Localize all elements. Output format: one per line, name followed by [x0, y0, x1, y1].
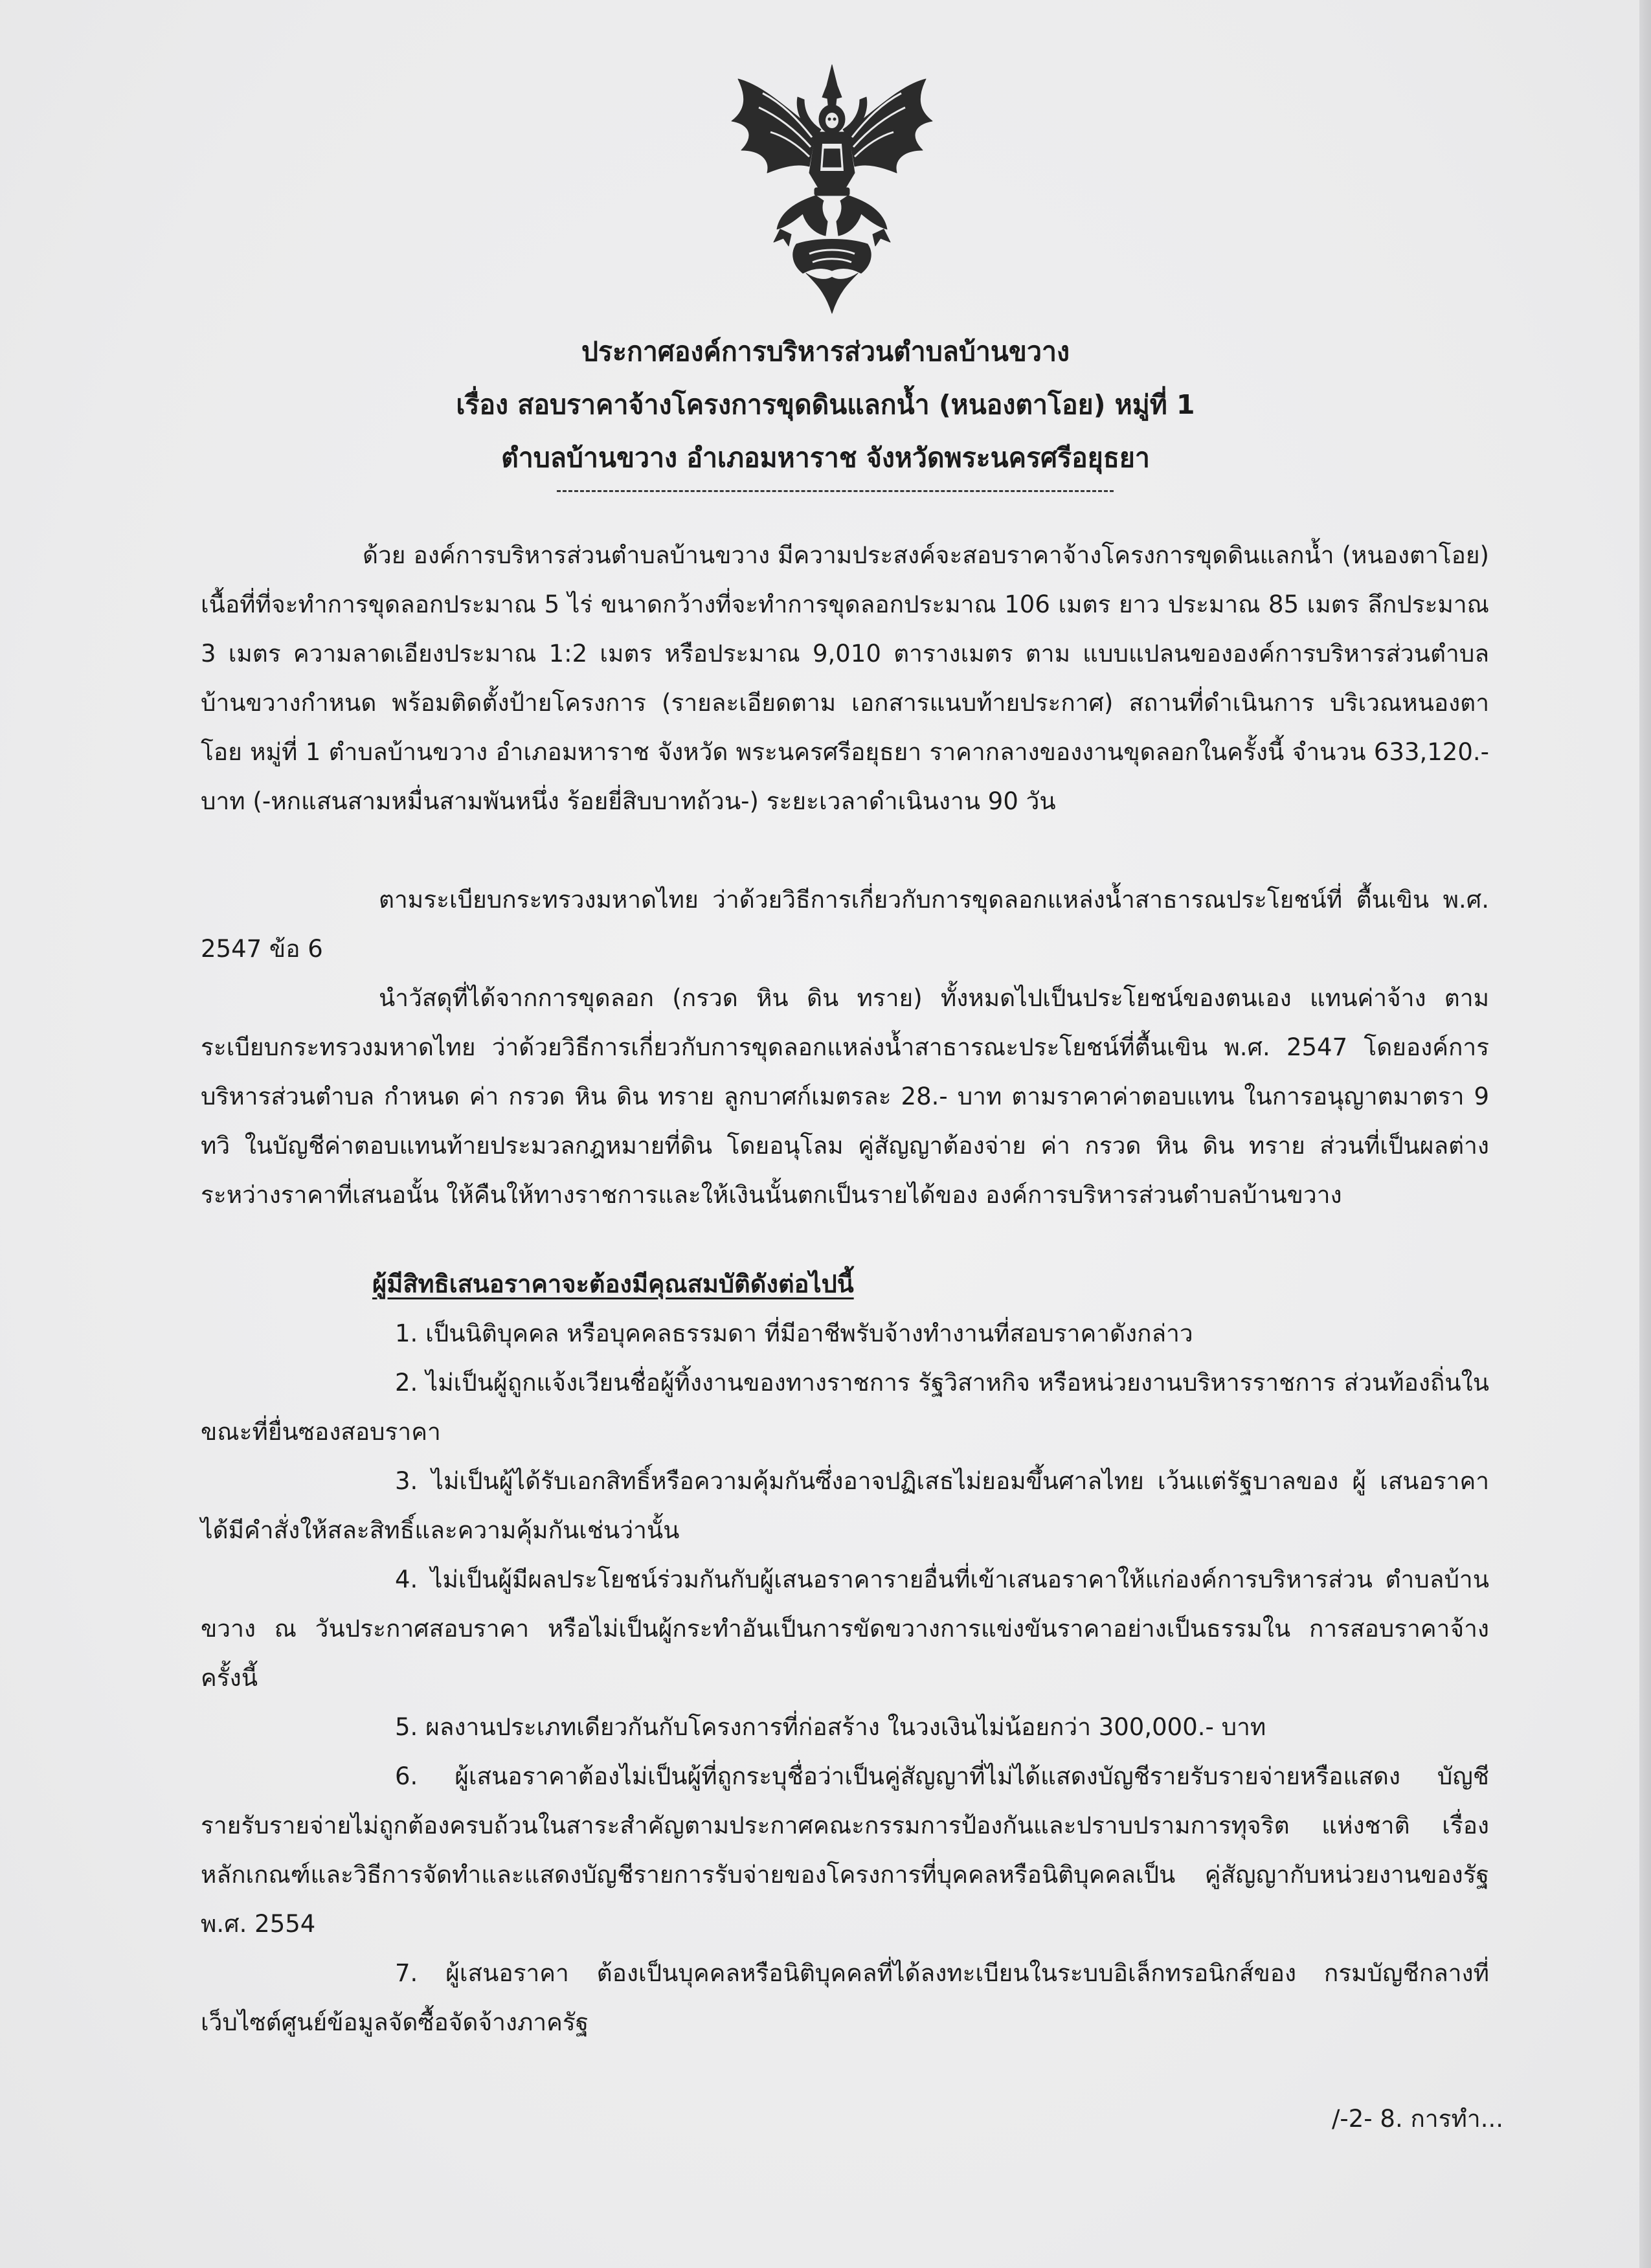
page-continuation: /-2- 8. การทำ... — [1331, 2105, 1503, 2133]
qualifications-list — [201, 1309, 1489, 2047]
regulation-text: ตามระเบียบกระทรวงมหาดไทย ว่าด้วยวิธีการเกี่ยวกับการขุดลอกแหล่งน้ำสาธารณประโยชน์ที่ ตื้นเขิน พ.ศ. 2547 ข้อ 6 — [201, 886, 1489, 963]
intro-paragraph — [201, 531, 1489, 826]
dashed-divider — [557, 490, 1114, 492]
garuda-emblem-icon — [719, 60, 945, 319]
qualification-item: 2. ไม่เป็นผู้ถูกแจ้งเวียนชื่อผู้ทิ้งงานของทางราชการ รัฐวิสาหกิจ หรือหน่วยงานบริหารราชการ ส่วนท้องถิ่นในขณะที่ยื่นซองสอบราคา — [201, 1369, 1489, 1446]
announcement-location: ตำบลบ้านขวาง อำเภอมหาราช จังหวัดพระนครศรีอยุธยา — [501, 442, 1150, 473]
qualification-item: 1. เป็นนิติบุคคล หรือบุคคลธรรมดา ที่มีอาชีพรับจ้างทำงานที่สอบราคาดังกล่าว — [395, 1319, 1193, 1347]
announcement-title: ประกาศองค์การบริหารส่วนตำบลบ้านขวาง — [581, 336, 1070, 367]
qualification-item: 7. ผู้เสนอราคา ต้องเป็นบุคคลหรือนิติบุคคลที่ได้ลงทะเบียนในระบบอิเล็กทรอนิกส์ของ กรมบัญชีกลางที่เว็บไซต์ศูนย์ข้อมูลจัดซื้อจัดจ้างภาครัฐ — [201, 1959, 1489, 2036]
qualification-item: 4. ไม่เป็นผู้มีผลประโยชน์ร่วมกันกับผู้เสนอราคารายอื่นที่เข้าเสนอราคาให้แก่องค์การบริหารส่วน ตำบลบ้านขวาง ณ วันประกาศสอบราคา หรือไม่เป็นผู้กระทำอันเป็นการขัดขวางการแข่งขันราคาอย่างเป็นธรรมใน การสอบราคาจ้าง ครั้งนี้ — [201, 1566, 1489, 1692]
qualification-item: 6. ผู้เสนอราคาต้องไม่เป็นผู้ที่ถูกระบุชื่อว่าเป็นคู่สัญญาที่ไม่ได้แสดงบัญชีรายรับรายจ่ายหรือแสดง บัญชีรายรับรายจ่ายไม่ถูกต้องครบถ้วนในสาระสำคัญตามประกาศคณะกรรมการป้องกันและปราบปรามการทุจริต แห่งชาติ เรื่อง หลักเกณฑ์และวิธีการจัดทำและแสดงบัญชีรายการรับจ่ายของโครงการที่บุคคลหรือนิติบุคคลเป็น คู่สัญญากับหน่วยงานของรัฐ พ.ศ. 2554 — [201, 1762, 1489, 1938]
materials-paragraph — [201, 974, 1489, 1220]
intro-text: ด้วย องค์การบริหารส่วนตำบลบ้านขวาง มีความประสงค์จะสอบราคาจ้างโครงการขุดดินแลกน้ำ (หนองตาโอย) เนื้อที่ที่จะทำการขุดลอกประมาณ 5 ไร่ ขนาดกว้างที่จะทำการขุดลอกประมาณ 106 เมตร ยาว ประมาณ 85 เมตร ลึกประมาณ 3 เมตร ความลาดเอียงประมาณ 1:2 เมตร หรือประมาณ 9,010 ตารางเมตร ตาม แบบแปลนขององค์การบริหารส่วนตำบลบ้านขวางกำหนด พร้อมติดตั้งป้ายโครงการ (รายละเอียดตาม เอกสารแนบท้ายประกาศ) สถานที่ดำเนินการ บริเวณหนองตาโอย หมู่ที่ 1 ตำบลบ้านขวาง อำเภอมหาราช จังหวัด พระนครศรีอยุธยา ราคากลางของงานขุดลอกในครั้งนี้ จำนวน 633,120.- บาท (-หกแสนสามหมื่นสามพันหนึ่ง ร้อยยี่สิบบาทถ้วน-) ระยะเวลาดำเนินงาน 90 วัน — [201, 541, 1489, 815]
qualification-item: 3. ไม่เป็นผู้ได้รับเอกสิทธิ์หรือความคุ้มกันซึ่งอาจปฏิเสธไม่ยอมขึ้นศาลไทย เว้นแต่รัฐบาลของ ผู้ เสนอราคาได้มีคำสั่งให้สละสิทธิ์และความคุ้มกันเช่นว่านั้น — [201, 1467, 1489, 1544]
qualifications-heading: ผู้มีสิทธิเสนอราคาจะต้องมีคุณสมบัติดังต่อไปนี้ — [372, 1270, 854, 1298]
scan-edge — [1639, 0, 1651, 2268]
qualification-item: 5. ผลงานประเภทเดียวกันกับโครงการที่ก่อสร้าง ในวงเงินไม่น้อยกว่า 300,000.- บาท — [395, 1713, 1266, 1741]
regulation-paragraph — [201, 875, 1489, 974]
materials-text: นำวัสดุที่ได้จากการขุดลอก (กรวด หิน ดิน ทราย) ทั้งหมดไปเป็นประโยชน์ของตนเอง แทนค่าจ้าง ตามระเบียบกระทรวงมหาดไทย ว่าด้วยวิธีการเกี่ยวกับการขุดลอกแหล่งน้ำสาธารณะประโยชน์ที่ตื้นเขิน พ.ศ. 2547 โดยองค์การบริหารส่วนตำบล กำหนด ค่า กรวด หิน ดิน ทราย ลูกบาศก์เมตรละ 28.- บาท ตามราคาค่าตอบแทน ในการอนุญาตมาตรา 9 ทวิ ในบัญชีค่าตอบแทนท้ายประมวลกฎหมายที่ดิน โดยอนุโลม คู่สัญญาต้องจ่าย ค่า กรวด หิน ดิน ทราย ส่วนที่เป็นผลต่างระหว่างราคาที่เสนอนั้น ให้คืนให้ทางราชการและให้เงินนั้นตกเป็นรายได้ของ องค์การบริหารส่วนตำบลบ้านขวาง — [201, 984, 1489, 1209]
announcement-subject: เรื่อง สอบราคาจ้างโครงการขุดดินแลกน้ำ (หนองตาโอย) หมู่ที่ 1 — [456, 389, 1195, 420]
